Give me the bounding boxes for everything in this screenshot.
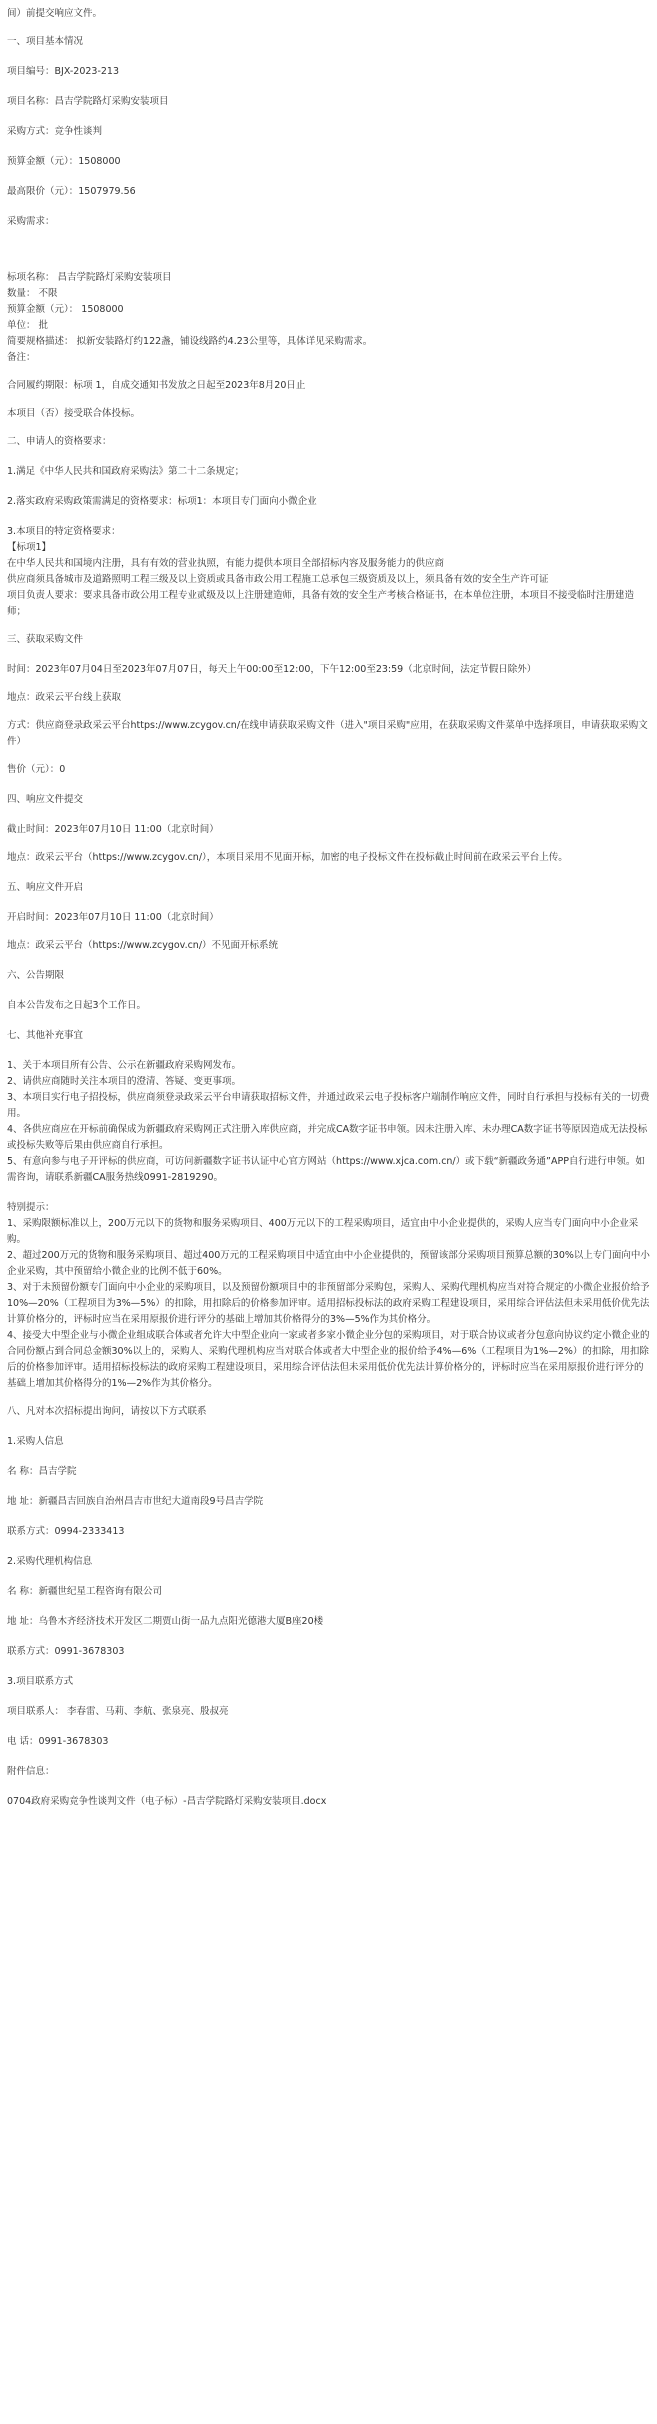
qualification-requirement-2: 供应商须具备城市及道路照明工程三级及以上资质或具备市政公用工程施工总承包三级资质及以上，须具备有效的安全生产许可证 [7, 574, 549, 585]
agent-phone: 联系方式：0991-3678303 [7, 1646, 125, 1657]
agent-name: 名 称：新疆世纪星工程咨询有限公司 [7, 1586, 163, 1597]
opening-time: 开启时间：2023年07月10日 11:00（北京时间） [7, 912, 219, 923]
qualification-requirement-3: 项目负责人要求：要求具备市政公用工程专业贰级及以上注册建造师，具备有效的安全生产考核合格证书，在本单位注册，本项目不接受临时注册建造师； [7, 590, 635, 617]
section-heading-basic-info: 一、项目基本情况 [7, 36, 84, 47]
document-price: 售价（元）：0 [7, 764, 66, 775]
buyer-info-title: 1.采购人信息 [7, 1436, 64, 1447]
procurement-demand-title: 采购需求： [7, 216, 55, 227]
special-tip-1: 1、采购限额标准以上，200万元以下的货物和服务采购项目、400万元以下的工程采购项目，适宜由中小企业提供的，采购人应当专门面向中小企业采购。 [7, 1218, 639, 1245]
notice-period-text: 自本公告发布之日起3个工作日。 [7, 1000, 147, 1011]
obtain-time: 时间：2023年07月04日至2023年07月07日，每天上午00:00至12:00，下午12:00至23:59（北京时间，法定节假日除外） [7, 664, 537, 675]
supplementary-item-2: 2、请供应商随时关注本项目的澄清、答疑、变更事项。 [7, 1076, 242, 1087]
section-heading-opening: 五、响应文件开启 [7, 882, 84, 893]
special-tip-2: 2、超过200万元的货物和服务采购项目、超过400万元的工程采购项目中适宜由中小企业提供的，预留该部分采购项目预算总额的30%以上专门面向中小企业采购，其中预留给小微企业的比例不低于60%。 [7, 1250, 650, 1277]
lot-budget: 预算金额（元）： 1508000 [7, 304, 124, 315]
max-price: 最高限价（元）：1507979.56 [7, 186, 136, 197]
qualification-requirement-1: 在中华人民共和国境内注册，具有有效的营业执照，有能力提供本项目全部招标内容及服务能力的供应商 [7, 558, 445, 569]
submission-place: 地点：政采云平台（https://www.zcygov.cn/），本项目采用不见面开标，加密的电子投标文件在投标截止时间前在政采云平台上传。 [7, 852, 568, 863]
obtain-place: 地点：政采云平台线上获取 [7, 692, 122, 703]
submission-deadline: 截止时间：2023年07月10日 11:00（北京时间） [7, 824, 219, 835]
qualification-item-1: 1.满足《中华人民共和国政府采购法》第二十二条规定； [7, 466, 245, 477]
buyer-address: 地 址：新疆昌吉回族自治州昌吉市世纪大道南段9号昌吉学院 [7, 1496, 264, 1507]
qualification-item-2: 2.落实政府采购政策需满足的资格要求：标项1：本项目专门面向小微企业 [7, 496, 317, 507]
lot-quantity: 数量： 不限 [7, 288, 58, 299]
intro-text: 间）前提交响应文件。 [7, 8, 103, 19]
section-heading-notice-period: 六、公告期限 [7, 970, 65, 981]
buyer-phone: 联系方式：0994-2333413 [7, 1526, 125, 1537]
section-heading-supplementary: 七、其他补充事宜 [7, 1030, 84, 1041]
procurement-method: 采购方式：竞争性谈判 [7, 126, 103, 137]
project-contact-phone: 电 话：0991-3678303 [7, 1736, 109, 1747]
section-heading-submission: 四、响应文件提交 [7, 794, 84, 805]
special-tip-3: 3、对于未预留份额专门面向中小企业的采购项目，以及预留份额项目中的非预留部分采购包，采购人、采购代理机构应当对符合规定的小微企业报价给予10%—20%（工程项目为3%—5%）的扣除，用扣除后的价格参加评审。适用招标投标法的政府采购工程建设项目，采用综合评估法但未采用低价优先法计算价格分的，评标时应当在采用原报价进行评分的基础上增加其价格得分的3%—5%作为其价格分。 [7, 1282, 650, 1325]
special-tip-4: 4、接受大中型企业与小微企业组成联合体或者允许大中型企业向一家或者多家小微企业分包的采购项目，对于联合协议或者分包意向协议约定小微企业的合同份额占到合同总金额30%以上的，采购人、采购代理机构应当对联合体或者大中型企业的报价给予4%—6%（工程项目为1%—2%）的扣除，用扣除后的价格参加评审。适用招标投标法的政府采购工程建设项目，采用综合评估法但未采用低价优先法计算价格分的，评标时应当在采用原报价进行评分的基础上增加其价格得分的1%—2%作为其价格分。 [7, 1330, 650, 1389]
lot-name: 标项名称： 昌吉学院路灯采购安装项目 [7, 272, 172, 283]
attachment-file-link[interactable]: 0704政府采购竞争性谈判文件（电子标）-昌吉学院路灯采购安装项目.docx [7, 1796, 327, 1807]
supplementary-item-3: 3、本项目实行电子招投标，供应商须登录政采云平台申请获取招标文件，并通过政采云电子投标客户端制作响应文件，同时自行承担与投标有关的一切费用。 [7, 1092, 650, 1119]
budget-amount: 预算金额（元）：1508000 [7, 156, 121, 167]
section-heading-qualifications: 二、申请人的资格要求： [7, 436, 112, 447]
lot-remark: 备注： [7, 352, 36, 363]
supplementary-item-4: 4、各供应商应在开标前确保成为新疆政府采购网正式注册入库供应商，并完成CA数字证书申领。因未注册入库、未办理CA数字证书等原因造成无法投标或投标失败等后果由供应商自行承担。 [7, 1124, 648, 1151]
qualification-lot-label: 【标项1】 [7, 542, 52, 553]
project-contact-title: 3.项目联系方式 [7, 1676, 74, 1687]
special-tips-title: 特别提示： [7, 1202, 55, 1213]
lot-spec: 简要规格描述： 拟新安装路灯约122盏，铺设线路约4.23公里等，具体详见采购需求。 [7, 336, 373, 347]
agent-info-title: 2.采购代理机构信息 [7, 1556, 93, 1567]
consortium-note: 本项目（否）接受联合体投标。 [7, 408, 141, 419]
opening-place: 地点：政采云平台（https://www.zcygov.cn/）不见面开标系统 [7, 940, 279, 951]
supplementary-item-5: 5、有意向参与电子开评标的供应商，可访问新疆数字证书认证中心官方网站（https://www.xjca.com.cn/）或下载“新疆政务通”APP自行进行申领。如需咨询，请联系新疆CA服务热线0991-2819290。 [7, 1156, 645, 1183]
section-heading-contact: 八、凡对本次招标提出询问，请按以下方式联系 [7, 1406, 207, 1417]
agent-address: 地 址：乌鲁木齐经济技术开发区二期贾山街一品九点阳光德港大厦B座20楼 [7, 1616, 324, 1627]
section-heading-obtain-documents: 三、获取采购文件 [7, 634, 84, 645]
qualification-item-3-title: 3.本项目的特定资格要求： [7, 526, 121, 537]
project-contact-people: 项目联系人： 李春雷、马莉、李航、张泉亮、殷叔亮 [7, 1706, 229, 1717]
obtain-method: 方式：供应商登录政采云平台https://www.zcygov.cn/在线申请获取采购文件（进入"项目采购"应用，在获取采购文件菜单中选择项目，申请获取采购文件） [7, 720, 648, 747]
project-name: 项目名称：昌吉学院路灯采购安装项目 [7, 96, 169, 107]
attachment-title: 附件信息： [7, 1766, 55, 1777]
contract-term: 合同履约期限：标项 1，自成交通知书发放之日起至2023年8月20日止 [7, 380, 306, 391]
supplementary-item-1: 1、关于本项目所有公告、公示在新疆政府采购网发布。 [7, 1060, 242, 1071]
lot-unit: 单位： 批 [7, 320, 49, 331]
project-number: 项目编号：BJX-2023-213 [7, 66, 120, 77]
buyer-name: 名 称：昌吉学院 [7, 1466, 77, 1477]
